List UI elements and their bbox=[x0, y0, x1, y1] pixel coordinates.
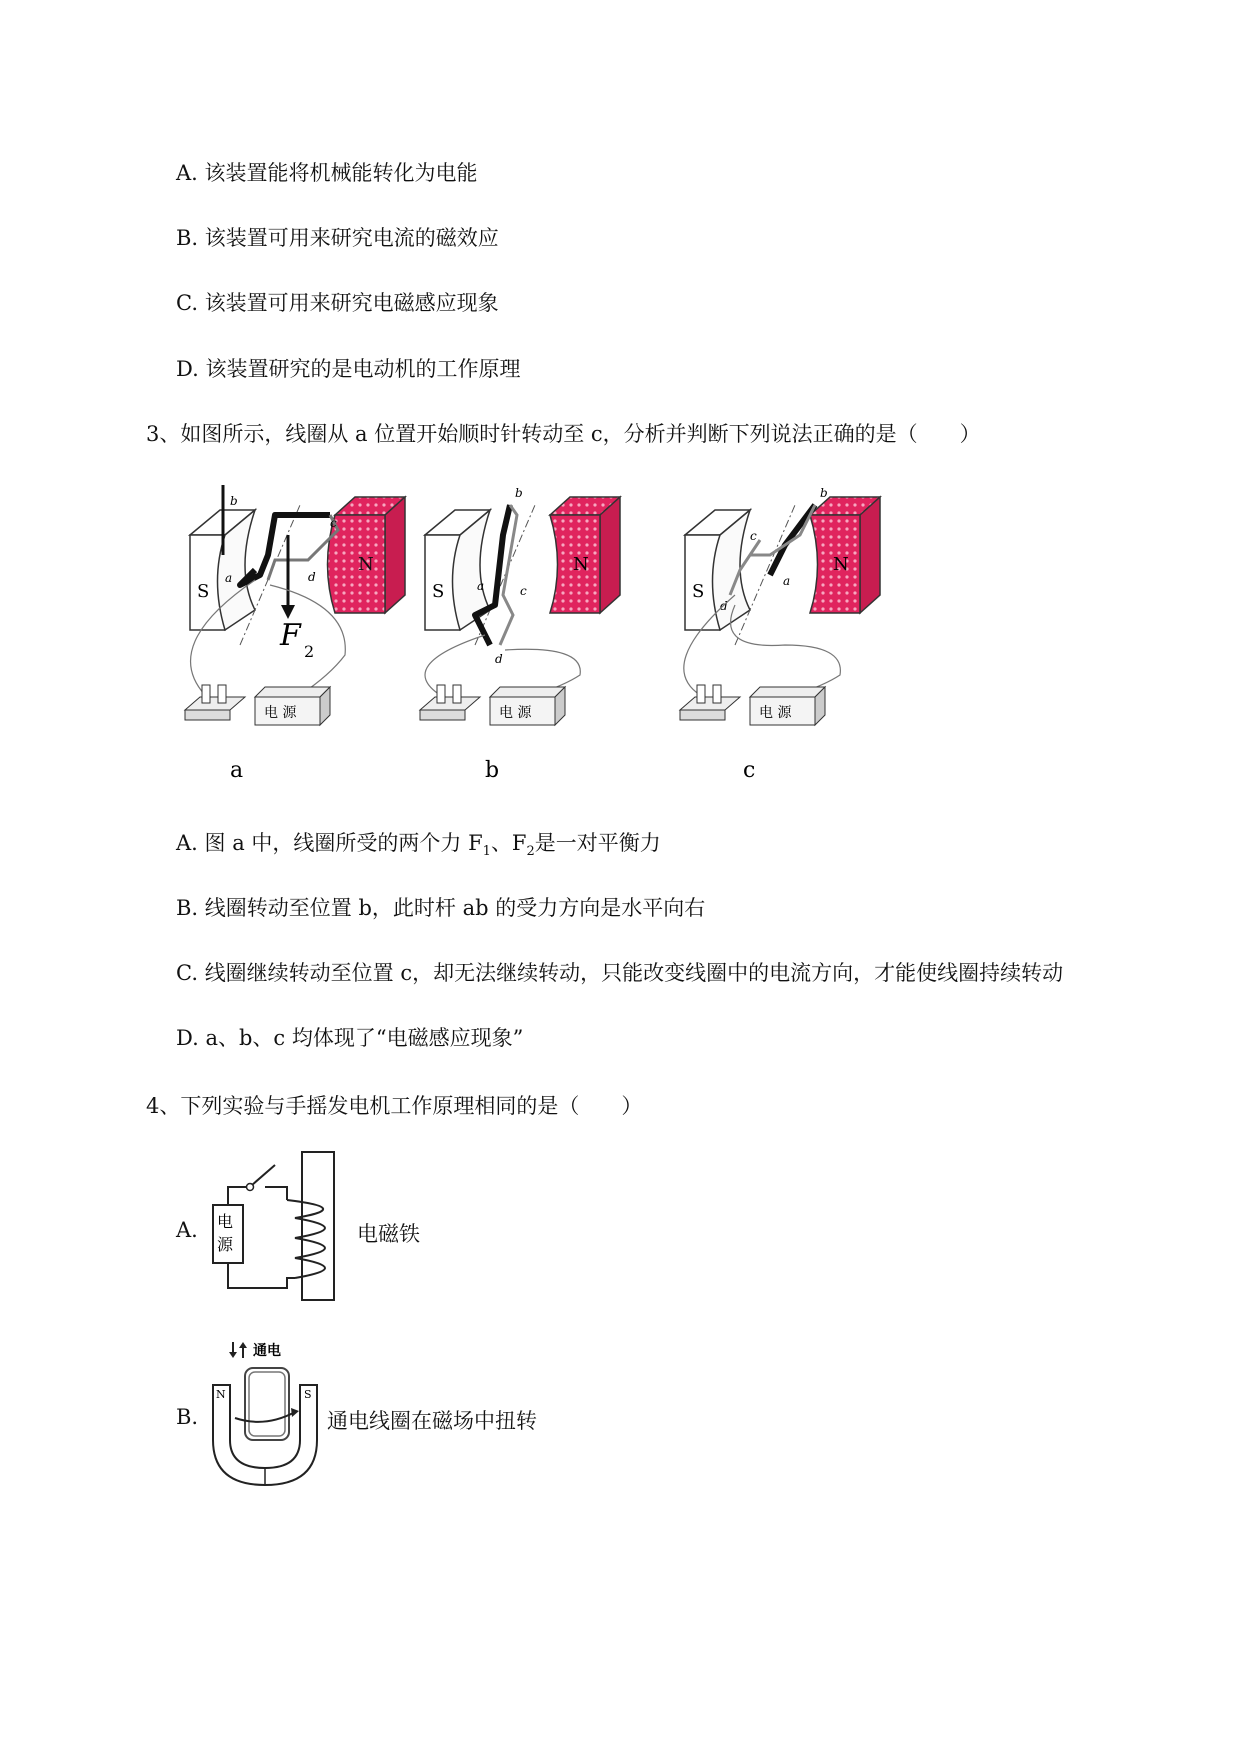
panel-a bbox=[185, 485, 405, 783]
svg-text:F: F bbox=[280, 618, 301, 653]
svg-text:b: b bbox=[820, 486, 828, 500]
q4-option-b-caption: 通电线圈在磁场中扭转 bbox=[327, 1409, 537, 1433]
svg-text:c: c bbox=[520, 584, 527, 598]
current-label: 通电 bbox=[253, 1343, 281, 1359]
svg-text:a: a bbox=[783, 574, 791, 588]
svg-text:d: d bbox=[308, 570, 316, 584]
switch-a bbox=[185, 685, 245, 720]
svg-text:电 源: 电 源 bbox=[499, 705, 532, 721]
svg-text:d: d bbox=[720, 599, 728, 613]
pole-s-label: S bbox=[304, 1388, 312, 1401]
panel-label-c: c bbox=[743, 758, 756, 783]
power-label-top: 电 bbox=[217, 1212, 234, 1231]
q3-option-c: C. 线圈继续转动至位置 c，却无法继续转动，只能改变线圈中的电流方向，才能使线圈持续转动 bbox=[176, 961, 1064, 985]
power-supply-a bbox=[255, 687, 330, 725]
pole-n-label: N bbox=[216, 1388, 226, 1401]
svg-text:N: N bbox=[573, 554, 589, 575]
q2-option-d: D. 该装置研究的是电动机的工作原理 bbox=[176, 357, 521, 381]
svg-text:d: d bbox=[495, 652, 503, 666]
q3-stem: 3、如图所示，线圈从 a 位置开始顺时针转动至 c，分析并判断下列说法正确的是（ ） bbox=[146, 422, 981, 446]
svg-text:N: N bbox=[833, 554, 849, 575]
panel-label-a: a bbox=[230, 758, 244, 783]
electromagnet-figure bbox=[205, 1150, 365, 1305]
q2-option-a: A. 该装置能将机械能转化为电能 bbox=[176, 161, 478, 185]
svg-text:S: S bbox=[432, 581, 445, 602]
q3-motor-figure bbox=[180, 485, 940, 785]
q2-option-b: B. 该装置可用来研究电流的磁效应 bbox=[176, 226, 499, 250]
q2-option-c: C. 该装置可用来研究电磁感应现象 bbox=[176, 291, 499, 315]
q4-stem: 4、下列实验与手摇发电机工作原理相同的是（ ） bbox=[146, 1094, 643, 1118]
svg-text:b: b bbox=[230, 494, 238, 508]
coil-in-field-figure bbox=[205, 1340, 325, 1490]
q3-option-d: D. a、b、c 均体现了“电磁感应现象” bbox=[176, 1026, 524, 1050]
power-label-bottom: 源 bbox=[217, 1235, 234, 1254]
svg-text:b: b bbox=[515, 486, 523, 500]
svg-text:2: 2 bbox=[304, 642, 315, 661]
svg-text:S: S bbox=[692, 581, 705, 602]
n-pole-label: N bbox=[358, 554, 374, 575]
q4-option-b-letter: B. bbox=[176, 1405, 199, 1429]
magnet-n-a bbox=[328, 497, 406, 613]
s-pole-label: S bbox=[197, 581, 210, 602]
q4-option-a-caption: 电磁铁 bbox=[357, 1222, 420, 1246]
svg-text:c: c bbox=[750, 529, 757, 543]
panel-label-b: b bbox=[485, 758, 500, 783]
panel-b bbox=[420, 486, 620, 783]
svg-text:电 源: 电 源 bbox=[759, 705, 792, 721]
svg-text:c: c bbox=[330, 516, 337, 530]
panel-c bbox=[680, 486, 880, 783]
svg-text:a: a bbox=[477, 579, 485, 593]
q4-option-a-letter: A. bbox=[176, 1218, 198, 1242]
q3-option-b: B. 线圈转动至位置 b，此时杆 ab 的受力方向是水平向右 bbox=[176, 896, 706, 920]
svg-text:电 源: 电 源 bbox=[264, 705, 297, 721]
svg-text:a: a bbox=[225, 571, 233, 585]
q3-option-a: A. 图 a 中，线圈所受的两个力 $F_1$、$F_2$是一对平衡力 bbox=[176, 831, 661, 860]
